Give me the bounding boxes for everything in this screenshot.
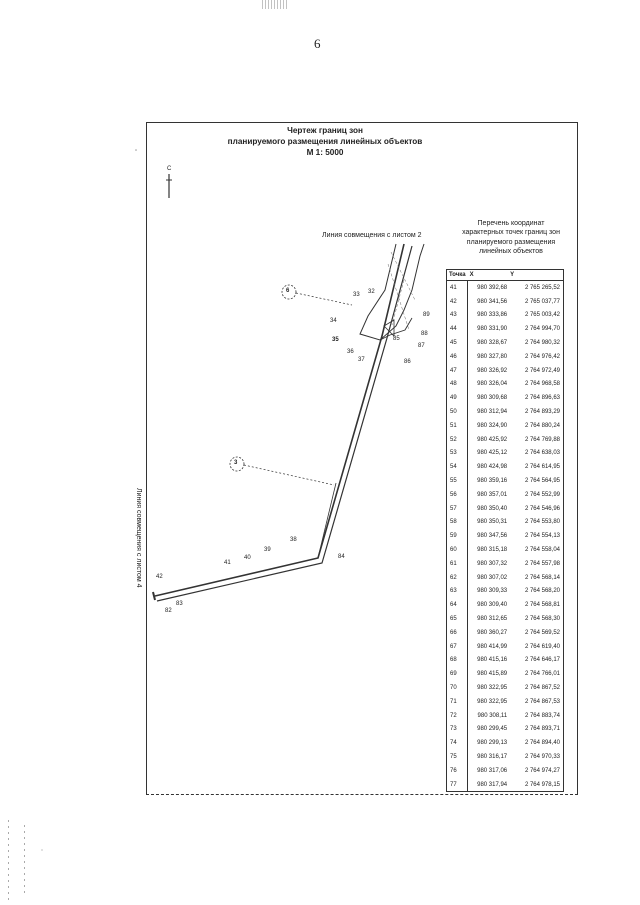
- point-cell: 63: [450, 588, 457, 595]
- y-cell: 2 764 569,52: [524, 629, 560, 636]
- x-cell: 980 324,90: [468, 419, 509, 433]
- y-cell: 2 764 769,88: [524, 436, 560, 443]
- y-cell: 2 764 978,15: [524, 781, 560, 788]
- point-34: 34: [330, 318, 337, 324]
- x-cell: 980 307,32: [468, 557, 509, 571]
- caption-line-3: планируемого размещения: [466, 238, 556, 246]
- point-cell: 61: [450, 560, 457, 567]
- combine-line-top-label: Линия совмещения с листом 2: [322, 232, 422, 239]
- point-cell: 47: [450, 367, 457, 374]
- point-41: 41: [224, 560, 231, 566]
- point-cell: 69: [450, 671, 457, 678]
- y-cell: 2 764 974,27: [524, 767, 560, 774]
- x-cell: 980 317,94: [468, 778, 509, 792]
- point-cell: 56: [450, 491, 457, 498]
- x-cell: 980 357,01: [468, 488, 509, 502]
- margin-dots: [41, 149, 136, 850]
- y-cell: 2 764 564,95: [524, 478, 560, 485]
- point-86: 86: [404, 359, 411, 365]
- y-cell: 2 764 893,71: [524, 726, 560, 733]
- y-cell: 2 764 619,40: [524, 643, 560, 650]
- x-cell: 980 309,33: [468, 585, 509, 599]
- x-cell: 980 322,95: [468, 681, 509, 695]
- x-cell: 980 312,65: [468, 612, 509, 626]
- x-cell: 980 312,94: [468, 405, 509, 419]
- y-cell: 2 764 980,32: [524, 340, 560, 347]
- point-cell: 66: [450, 629, 457, 636]
- y-cell: 2 764 968,58: [524, 381, 560, 388]
- point-89: 89: [423, 312, 430, 318]
- y-cell: 2 764 638,03: [524, 450, 560, 457]
- point-42: 42: [156, 574, 163, 580]
- point-cell: 65: [450, 616, 457, 623]
- north-label: С: [167, 166, 172, 172]
- header-y: Y: [508, 270, 563, 281]
- point-40: 40: [244, 555, 251, 561]
- y-cell: 2 764 557,98: [524, 560, 560, 567]
- y-cell: 2 764 568,81: [524, 602, 560, 609]
- point-cell: 76: [450, 767, 457, 774]
- x-cell: 980 350,31: [468, 516, 509, 530]
- x-cell: 980 308,11: [468, 709, 509, 723]
- point-cell: 68: [450, 657, 457, 664]
- zone-6-label: 6: [286, 288, 290, 294]
- point-cell: 71: [450, 698, 457, 705]
- x-cell: 980 309,68: [468, 391, 509, 405]
- scan-margin-mark-2: [24, 825, 25, 895]
- y-cell: 2 764 558,04: [524, 547, 560, 554]
- point-cell: 75: [450, 753, 457, 760]
- y-cell: 2 764 994,70: [524, 326, 560, 333]
- corridor-lines: [153, 244, 424, 601]
- point-82: 82: [165, 608, 172, 614]
- point-cell: 48: [450, 381, 457, 388]
- point-84: 84: [338, 554, 345, 560]
- y-cell: 2 764 766,01: [524, 671, 560, 678]
- point-cell: 62: [450, 574, 457, 581]
- y-cell: 2 764 894,40: [524, 740, 560, 747]
- title-line-1: Чертеж границ зон: [287, 126, 363, 135]
- point-cell: 41: [450, 284, 457, 291]
- y-cell: 2 764 554,13: [524, 533, 560, 540]
- y-cell: 2 764 867,52: [524, 685, 560, 691]
- x-cell: 980 322,95: [468, 695, 509, 709]
- x-cell: 980 350,40: [468, 502, 509, 516]
- y-cell: 2 764 867,53: [524, 698, 560, 705]
- point-cell: 45: [450, 340, 457, 347]
- y-cell: 2 764 568,14: [524, 574, 560, 581]
- point-cell: 57: [450, 505, 457, 512]
- point-35: 35: [332, 337, 339, 343]
- x-cell: 980 425,12: [468, 447, 509, 461]
- point-cell: 74: [450, 740, 457, 747]
- x-cell: 980 347,56: [468, 529, 509, 543]
- point-85: 85: [393, 336, 400, 342]
- title-scale: М 1: 5000: [306, 148, 344, 157]
- y-cell: 2 764 970,33: [524, 753, 560, 760]
- point-cell: 64: [450, 602, 457, 609]
- point-39: 39: [264, 547, 271, 553]
- header-x: X: [468, 270, 509, 281]
- point-cell: 51: [450, 422, 457, 429]
- y-cell: 2 764 880,24: [524, 422, 560, 429]
- x-cell: 980 326,92: [468, 364, 509, 378]
- point-cell: 49: [450, 395, 457, 402]
- point-cell: 50: [450, 409, 457, 416]
- north-arrow-icon: [166, 174, 172, 198]
- point-cell: 58: [450, 519, 457, 526]
- point-cell: 70: [450, 685, 457, 691]
- y-cell: 2 764 568,30: [524, 616, 560, 623]
- y-cell: 2 764 614,95: [524, 464, 560, 471]
- caption-line-2: характерных точек границ зон: [462, 229, 560, 237]
- point-33: 33: [353, 292, 360, 298]
- y-cell: 2 764 883,74: [524, 712, 560, 719]
- x-cell: 980 333,86: [468, 309, 509, 323]
- caption-line-1: Перечень координат: [477, 220, 545, 227]
- point-cell: 67: [450, 643, 457, 650]
- y-cell: 2 764 546,96: [524, 505, 560, 512]
- x-cell: 980 317,06: [468, 764, 509, 778]
- point-cell: 72: [450, 712, 457, 719]
- point-cell: 77: [450, 781, 457, 788]
- x-cell: 980 299,13: [468, 736, 509, 750]
- y-cell: 2 764 893,29: [524, 409, 560, 416]
- y-cell: 2 764 976,42: [524, 353, 560, 360]
- x-cell: 980 327,80: [468, 350, 509, 364]
- x-cell: 980 331,90: [468, 322, 509, 336]
- caption-line-4: линейных объектов: [479, 247, 543, 255]
- x-cell: 980 341,56: [468, 295, 509, 309]
- point-cell: 44: [450, 326, 457, 333]
- y-cell: 2 764 646,17: [524, 657, 560, 664]
- point-cell: 53: [450, 450, 457, 457]
- x-cell: 980 309,40: [468, 598, 509, 612]
- y-cell: 2 764 553,80: [524, 519, 560, 526]
- point-87: 87: [418, 343, 425, 349]
- point-cell: 54: [450, 464, 457, 471]
- point-cell: 73: [450, 726, 457, 733]
- x-cell: 980 415,89: [468, 667, 509, 681]
- x-cell: 980 359,16: [468, 474, 509, 488]
- x-cell: 980 299,45: [468, 723, 509, 737]
- x-cell: 980 326,04: [468, 378, 509, 392]
- point-83: 83: [176, 601, 183, 607]
- x-cell: 980 316,17: [468, 750, 509, 764]
- point-36: 36: [347, 349, 354, 355]
- x-cell: 980 425,92: [468, 433, 509, 447]
- point-cell: 55: [450, 478, 457, 485]
- scan-margin-mark: [8, 820, 9, 900]
- x-cell: 980 415,16: [468, 654, 509, 668]
- y-cell: 2 765 037,77: [524, 298, 560, 305]
- point-88: 88: [421, 331, 428, 337]
- point-cell: 42: [450, 298, 457, 305]
- x-cell: 980 315,18: [468, 543, 509, 557]
- x-cell: 980 414,99: [468, 640, 509, 654]
- point-cell: 46: [450, 353, 457, 360]
- title-line-2: планируемого размещения линейных объектов: [227, 137, 423, 146]
- zone-3-label: 3: [234, 460, 238, 466]
- point-37: 37: [358, 357, 365, 363]
- x-cell: 980 307,02: [468, 571, 509, 585]
- x-cell: 980 424,98: [468, 460, 509, 474]
- y-cell: 2 764 896,63: [524, 395, 560, 402]
- point-32: 32: [368, 289, 375, 295]
- point-38: 38: [290, 537, 297, 543]
- y-cell: 2 765 003,42: [524, 312, 560, 319]
- y-cell: 2 764 972,49: [524, 367, 560, 374]
- x-cell: 980 360,27: [468, 626, 509, 640]
- x-cell: 980 328,67: [468, 336, 509, 350]
- y-cell: 2 764 552,99: [524, 491, 560, 498]
- y-cell: 2 764 568,20: [524, 588, 560, 595]
- point-cell: 60: [450, 547, 457, 554]
- point-cell: 52: [450, 436, 457, 443]
- x-cell: 980 392,68: [468, 281, 509, 295]
- point-cell: 43: [450, 312, 457, 319]
- combine-line-left-label: Линия совмещения с листом 4: [135, 488, 142, 588]
- header-point: Точка: [447, 270, 468, 281]
- point-cell: 59: [450, 533, 457, 540]
- y-cell: 2 765 265,52: [524, 284, 560, 291]
- page-number: 6: [314, 36, 321, 51]
